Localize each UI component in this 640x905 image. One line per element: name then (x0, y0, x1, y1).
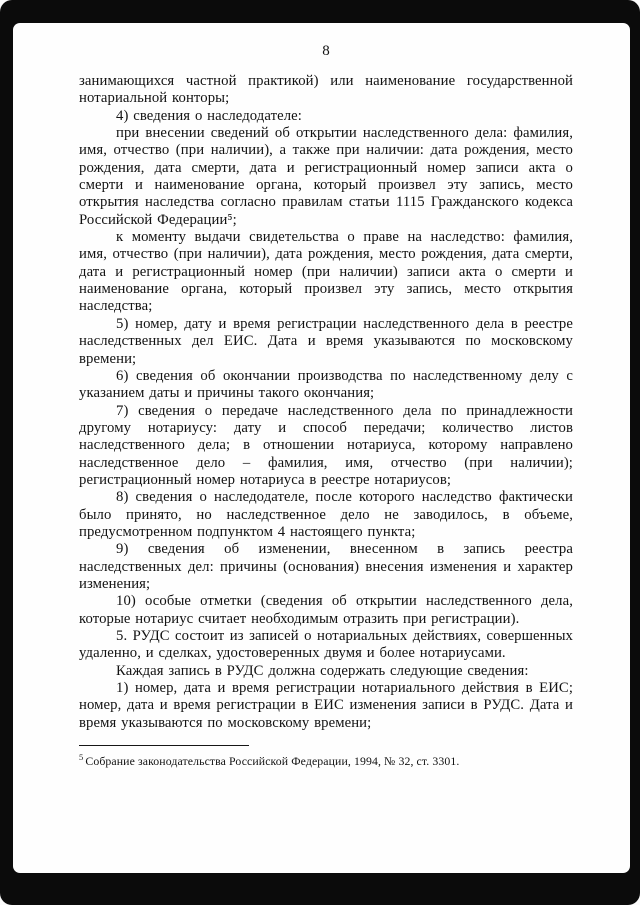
scan-artifact (634, 268, 640, 282)
footnote (79, 750, 573, 769)
paragraph: 7) сведения о передаче наследственного дела по принадлежности другому нотариусу: дату и способ передачи; количество листов наследственного дела; в отношении нотариуса, которому направлено наследственное дело – фамилия, имя, отчество (при наличии); регистрационный номер нотариуса в реестре нотариусов; (79, 402, 573, 488)
paragraph: 8) сведения о наследодателе, после которого наследство фактически было принято, но наследственное дело не заводилось, в объеме, предусмотренном подпунктом 4 настоящего пункта; (79, 489, 573, 540)
paragraph: 5) номер, дату и время регистрации наследственного дела в реестре наследственных дел ЕИС. Дата и время указываются по московскому времени; (79, 315, 573, 367)
paragraph: 6) сведения об окончании производства по наследственному делу с указанием даты и причины такого окончания; (79, 367, 573, 402)
paragraph: занимающихся частной практикой) или наименование государственной нотариальной конторы; (79, 73, 573, 107)
paragraph: 10) особые отметки (сведения об открытии наследственного дела, которые нотариус считает необходимым отразить при регистрации). (79, 593, 573, 627)
footnote-marker: 5 (79, 752, 84, 763)
scan-artifact (635, 500, 640, 512)
page-number: 8 (322, 43, 330, 59)
paragraph: к моменту выдачи свидетельства о праве на наследство: фамилия, имя, отчество (при наличии), дата рождения, место рождения, дата смерти, дата и регистрационный номер (при наличии) записи акта о смерти и наименование органа, который произвел эту запись, место открытия наследства; (79, 229, 573, 315)
footnote-divider (79, 745, 249, 746)
paragraph: Каждая запись в РУДС должна содержать следующие сведения: (116, 662, 529, 679)
paragraph: при внесении сведений об открытии наследственного дела: фамилия, имя, отчество (при наличии), а также при наличии: дата рождения, место рождения, дата смерти, дата и регистрационный номер записи акта о смерти и наименование органа, который произвел эту запись, место открытия наследства согласно правилам статьи 1115 Гражданского кодекса Российской Федерации⁵; (79, 125, 573, 228)
footnote-text: Собрание законодательства Российской Федерации, 1994, № 32, ст. 3301. (85, 753, 460, 768)
paragraph: 9) сведения об изменении, внесенном в запись реестра наследственных дел: причины (основания) внесения изменения и характер изменения; (79, 541, 573, 592)
document-page (13, 23, 630, 873)
paragraph: 4) сведения о наследодателе: (116, 107, 302, 124)
paragraph: 1) номер, дата и время регистрации нотариального действия в ЕИС; номер, дата и время регистрации в ЕИС изменения записи в РУДС. Дата и время указываются по московскому времени; (79, 680, 573, 731)
paragraph: 5. РУДС состоит из записей о нотариальных действиях, совершенных удаленно, и сделках, удостоверенных двумя и более нотариусами. (79, 628, 573, 662)
scan-artifact (635, 296, 640, 306)
